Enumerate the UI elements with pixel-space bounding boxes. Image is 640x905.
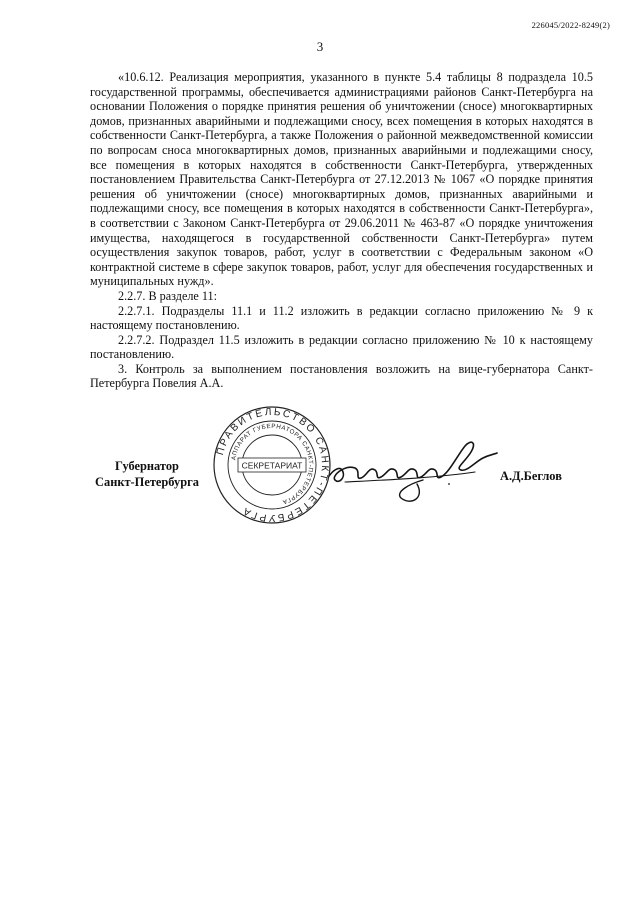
paragraph-10-6-12: «10.6.12. Реализация мероприятия, указанного в пункте 5.4 таблицы 8 подраздела 10.5 государственной программы, обеспечивается администрациями районов Санкт-Петербурга на основании Положения о порядке принятия решения об уничтожении (сносе) многоквартирных домов, признанных аварийными и подлежащими сносу, всех помещения в которых находятся в собственности Санкт-Петербурга, а также Положения о районной межведомственной комиссии по вопросам сноса многоквартирных домов, признанных аварийными и подлежащими сносу, все помещения в которых находятся в собственности Санкт-Петербурга, утвержденных постановлением Правительства Санкт-Петербурга от 27.12.2013 № 1067 «О порядке принятия решения об уничтожении (сносе) многоквартирных домов, признанных аварийными и подлежащими сносу, все помещения в которых находятся в собственности Санкт-Петербурга», в соответствии с Законом Санкт-Петербурга от 29.06.2011 № 463-87 «О порядке уничтожения имущества, находящегося в государственной собственности Санкт-Петербурга» путем осуществления закупок товаров, работ, услуг в соответствии с Федеральным законом «О контрактной системе в сфере закупок товаров, работ, услуг для обеспечения государственных и муниципальных нужд». (90, 70, 593, 289)
handwritten-signature (325, 428, 500, 508)
signatory-title-line1: Губернатор (115, 459, 179, 473)
paragraph-2-2-7-2: 2.2.7.2. Подраздел 11.5 изложить в редакции согласно приложению № 10 к настоящему постановлению. (90, 332, 593, 362)
seal-outer-text: ПРАВИТЕЛЬСТВО САНКТ-ПЕТЕРБУРГА (214, 406, 331, 524)
page-number: 3 (316, 39, 324, 54)
paragraph-3: 3. Контроль за выполнением постановления возложить на вице-губернатора Санкт-Петербурга Повелия А.А. (90, 361, 593, 391)
seal-center-text: СЕКРЕТАРИАТ (241, 460, 303, 471)
signatory-title (91, 459, 203, 490)
paragraph-2-2-7: 2.2.7. В разделе 11: (118, 288, 218, 303)
document-registration-number: 226045/2022-8249(2) (531, 20, 610, 30)
document-body (90, 70, 593, 391)
official-seal (212, 405, 332, 525)
signatory-title-line2: Санкт-Петербурга (95, 474, 199, 489)
paragraph-2-2-7-1: 2.2.7.1. Подразделы 11.1 и 11.2 изложить в редакции согласно приложению № 9 к настоящему постановлению. (90, 303, 593, 333)
seal-inner-text: АППАРАТ ГУБЕРНАТОРА САНКТ-ПЕТЕРБУРГА (230, 422, 315, 506)
signatory-name: А.Д.Беглов (500, 469, 562, 483)
